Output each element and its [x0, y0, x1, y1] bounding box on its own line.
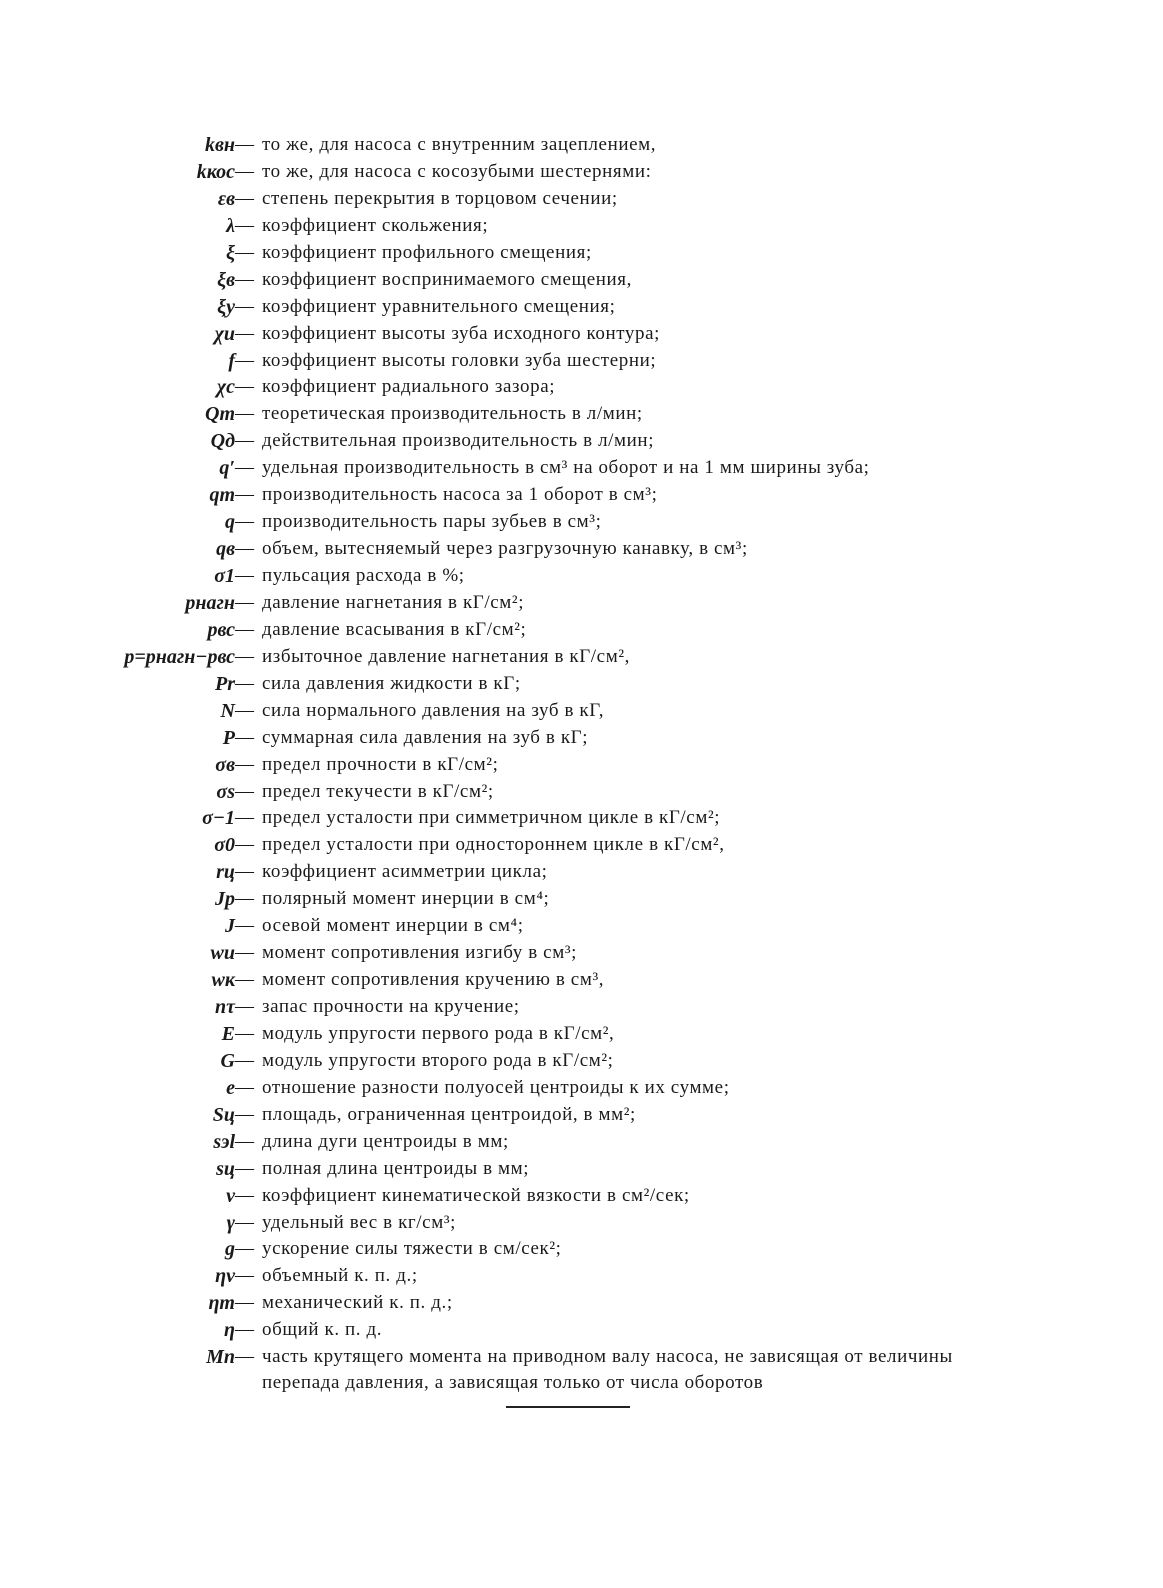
notation-symbol: σ−1 [202, 807, 235, 830]
notation-dash: — [235, 861, 254, 883]
notation-symbol: λ [226, 214, 235, 237]
notation-symbol: p=pнагн−pвс [124, 645, 235, 668]
notation-definition: предел усталости при симметричном цикле в кГ/см²; [262, 807, 721, 829]
notation-entry [0, 590, 1163, 617]
notation-entry [0, 1317, 1163, 1344]
notation-definition: ускорение силы тяжести в см/сек²; [262, 1238, 562, 1260]
notation-definition: момент сопротивления кручению в см³, [262, 969, 605, 991]
notation-symbol: γ [226, 1211, 235, 1234]
notation-symbol: ξв [217, 268, 235, 291]
notation-entry [0, 671, 1163, 698]
notation-dash: — [235, 511, 254, 533]
notation-entry [0, 859, 1163, 886]
notation-definition: коэффициент высоты зуба исходного контура; [262, 322, 661, 344]
notation-symbol: Mп [206, 1346, 235, 1369]
notation-dash: — [235, 403, 254, 425]
notation-definition: производительность насоса за 1 оборот в см³; [262, 484, 658, 506]
notation-entry [0, 1129, 1163, 1156]
notation-dash: — [235, 726, 254, 748]
notation-symbol: εв [217, 187, 235, 210]
notation-entry [0, 428, 1163, 455]
end-rule [506, 1406, 630, 1408]
notation-dash: — [235, 160, 254, 182]
notation-symbol: Jp [215, 888, 235, 911]
notation-symbol: χс [216, 376, 235, 399]
notation-definition: осевой момент инерции в см⁴; [262, 915, 524, 937]
notation-definition: коэффициент асимметрии цикла; [262, 861, 548, 883]
notation-definition: давление всасывания в кГ/см²; [262, 618, 527, 640]
notation-dash: — [235, 942, 254, 964]
notation-definition: предел прочности в кГ/см²; [262, 753, 499, 775]
notation-dash: — [235, 430, 254, 452]
notation-entry [0, 967, 1163, 994]
notation-symbol: Qт [205, 403, 235, 426]
notation-definition: полная длина центроиды в мм; [262, 1157, 530, 1179]
notation-entry [0, 1236, 1163, 1263]
notation-dash: — [235, 645, 254, 667]
notation-dash: — [235, 1076, 254, 1098]
notation-definition: коэффициент радиального зазора; [262, 376, 556, 398]
notation-entry [0, 1021, 1163, 1048]
notation-symbol: qв [216, 538, 235, 561]
notation-entry [0, 374, 1163, 401]
notation-definition: объем, вытесняемый через разгрузочную канавку, в см³; [262, 538, 748, 560]
notation-entry [0, 401, 1163, 428]
notation-entry [0, 1075, 1163, 1102]
notation-symbol: wи [210, 942, 235, 965]
notation-entry [0, 240, 1163, 267]
notation-dash: — [235, 1049, 254, 1071]
notation-entry [0, 1210, 1163, 1237]
notation-definition: степень перекрытия в торцовом сечении; [262, 187, 618, 209]
notation-entry [0, 1048, 1163, 1075]
notation-definition: запас прочности на кручение; [262, 996, 520, 1017]
notation-entry [0, 1156, 1163, 1183]
notation-definition: коэффициент воспринимаемого смещения, [262, 268, 632, 290]
notation-definition: удельная производительность в см³ на оборот и на 1 мм ширины зуба; [262, 457, 870, 479]
notation-entry [0, 267, 1163, 294]
notation-dash: — [235, 538, 254, 560]
notation-dash: — [235, 565, 254, 586]
notation-entry [0, 482, 1163, 509]
notation-definition: объемный к. п. д.; [262, 1265, 418, 1287]
notation-symbol: q′ [219, 457, 235, 480]
notation-dash: — [235, 996, 254, 1017]
notation-symbol: kкос [196, 160, 235, 183]
notation-entry [0, 644, 1163, 671]
notation-entry [0, 563, 1163, 590]
notation-dash: — [235, 1319, 254, 1341]
notation-definition: то же, для насоса с внутренним зацеплением, [262, 134, 657, 155]
notation-entry [0, 536, 1163, 563]
notation-definition: предел текучести в кГ/см²; [262, 780, 494, 802]
notation-dash: — [235, 241, 254, 263]
notation-definition: коэффициент кинематической вязкости в см²/сек; [262, 1184, 690, 1206]
notation-dash: — [235, 1211, 254, 1233]
notation-symbol: E [221, 1022, 235, 1045]
notation-dash: — [235, 214, 254, 236]
notation-entry [0, 213, 1163, 240]
notation-entry [0, 455, 1163, 482]
notation-symbol: pвс [207, 618, 235, 641]
notation-entry [0, 1183, 1163, 1210]
notation-entry [0, 132, 1163, 159]
notation-dash: — [235, 591, 254, 613]
notation-entry [0, 294, 1163, 321]
notation-symbol: rц [216, 861, 235, 884]
notation-definition: производительность пары зубьев в см³; [262, 511, 602, 533]
notation-entry [0, 940, 1163, 967]
notation-dash: — [235, 295, 254, 317]
notation-dash: — [235, 1103, 254, 1125]
notation-dash: — [235, 349, 254, 371]
notation-dash: — [235, 376, 254, 398]
notation-entry [0, 779, 1163, 806]
notation-dash: — [235, 1265, 254, 1287]
notation-definition: модуль упругости второго рода в кГ/см²; [262, 1049, 614, 1071]
notation-dash: — [235, 1184, 254, 1206]
notation-definition: коэффициент высоты головки зуба шестерни; [262, 349, 657, 371]
notation-symbol: sц [216, 1157, 235, 1180]
notation-entry [0, 913, 1163, 940]
notation-symbol: ν [226, 1184, 235, 1207]
notation-dash: — [235, 915, 254, 937]
notation-definition: коэффициент профильного смещения; [262, 241, 592, 263]
notation-dash: — [235, 1238, 254, 1260]
notation-symbol: P [222, 726, 235, 749]
notation-definition: сила давления жидкости в кГ; [262, 672, 521, 694]
notation-symbol: J [225, 915, 235, 938]
notation-symbol: σs [216, 780, 235, 803]
notation-entry [0, 725, 1163, 752]
notation-definition: момент сопротивления изгибу в см³; [262, 942, 578, 964]
notation-dash: — [235, 484, 254, 506]
notation-dash: — [235, 807, 254, 829]
notation-definition: теоретическая производительность в л/мин; [262, 403, 643, 425]
notation-symbol: e [226, 1076, 235, 1099]
notation-entry [0, 186, 1163, 213]
notation-symbol: q [225, 511, 235, 534]
notation-dash: — [235, 699, 254, 721]
notation-definition: площадь, ограниченная центроидой, в мм²; [262, 1103, 636, 1125]
notation-entry [0, 321, 1163, 348]
notation-definition: длина дуги центроиды в мм; [262, 1130, 509, 1152]
notation-definition: коэффициент скольжения; [262, 214, 489, 236]
notation-entry [0, 994, 1163, 1021]
notation-definition: коэффициент уравнительного смещения; [262, 295, 616, 317]
notation-dash: — [235, 1292, 254, 1314]
notation-symbol: ξ [226, 241, 235, 264]
notation-definition: механический к. п. д.; [262, 1292, 453, 1314]
notation-dash: — [235, 618, 254, 640]
notation-symbol: Qд [210, 430, 235, 453]
notation-dash: — [235, 753, 254, 775]
notation-entry [0, 348, 1163, 375]
notation-symbol: χи [214, 322, 235, 345]
notation-dash: — [235, 322, 254, 344]
notation-entry [0, 1344, 1163, 1398]
notation-symbol: wк [211, 969, 235, 992]
notation-dash: — [235, 969, 254, 991]
notation-symbol: pнагн [185, 591, 235, 614]
notation-symbol: σ1 [214, 565, 235, 587]
notation-symbol: kвн [204, 134, 235, 156]
notation-symbol: ηm [208, 1292, 235, 1315]
notation-symbol: ηv [215, 1265, 235, 1288]
notation-symbol: N [220, 699, 235, 722]
notation-entry [0, 698, 1163, 725]
notation-definition: отношение разности полуосей центроиды к их сумме; [262, 1076, 730, 1098]
notation-dash: — [235, 1346, 254, 1368]
notation-dash: — [235, 457, 254, 479]
notation-dash: — [235, 134, 254, 155]
notation-dash: — [235, 888, 254, 910]
notation-entry [0, 805, 1163, 832]
notation-symbol: sэl [213, 1130, 235, 1153]
notation-symbol: η [224, 1319, 235, 1342]
notation-entry [0, 1102, 1163, 1129]
notation-dash: — [235, 1130, 254, 1152]
notation-dash: — [235, 780, 254, 802]
notation-dash: — [235, 1157, 254, 1179]
notation-symbol: qт [209, 484, 235, 507]
notation-definition: общий к. п. д. [262, 1319, 383, 1341]
notation-dash: — [235, 187, 254, 209]
notation-definition: удельный вес в кг/см³; [262, 1211, 457, 1233]
notation-definition: пульсация расхода в %; [262, 565, 465, 586]
notation-entry [0, 159, 1163, 186]
notation-symbol: Pr [215, 672, 235, 695]
notation-symbol: f [228, 349, 235, 372]
notation-symbol: ξу [217, 295, 235, 318]
notation-symbol: G [220, 1049, 235, 1072]
notation-symbol: σв [215, 753, 235, 776]
notation-definition: полярный момент инерции в см⁴; [262, 888, 550, 910]
notation-dash: — [235, 834, 254, 856]
notation-definition: давление нагнетания в кГ/см²; [262, 591, 525, 613]
notation-dash: — [235, 268, 254, 290]
notation-definition: то же, для насоса с косозубыми шестернями: [262, 160, 652, 182]
notation-entry [0, 509, 1163, 536]
notation-list [0, 132, 1163, 1398]
notation-entry [0, 1290, 1163, 1317]
notation-definition: сила нормального давления на зуб в кГ, [262, 699, 605, 721]
notation-symbol: nτ [215, 996, 235, 1018]
notation-entry [0, 752, 1163, 779]
notation-definition: часть крутящего момента на приводном валу насоса, не зависящая от величины перепада давления, а зависящая только от числа оборотов [262, 1346, 953, 1394]
notation-symbol: Sц [212, 1103, 235, 1126]
notation-definition: суммарная сила давления на зуб в кГ; [262, 726, 589, 748]
notation-entry [0, 832, 1163, 859]
notation-definition: действительная производительность в л/мин; [262, 430, 655, 452]
notation-entry [0, 886, 1163, 913]
notation-symbol: σ0 [214, 834, 235, 857]
notation-dash: — [235, 1022, 254, 1044]
notation-definition: предел усталости при одностороннем цикле в кГ/см², [262, 834, 725, 856]
notation-definition: модуль упругости первого рода в кГ/см², [262, 1022, 615, 1044]
notation-definition: избыточное давление нагнетания в кГ/см², [262, 645, 630, 667]
notation-symbol: g [225, 1238, 235, 1261]
notation-entry [0, 1263, 1163, 1290]
notation-dash: — [235, 672, 254, 694]
notation-entry [0, 617, 1163, 644]
